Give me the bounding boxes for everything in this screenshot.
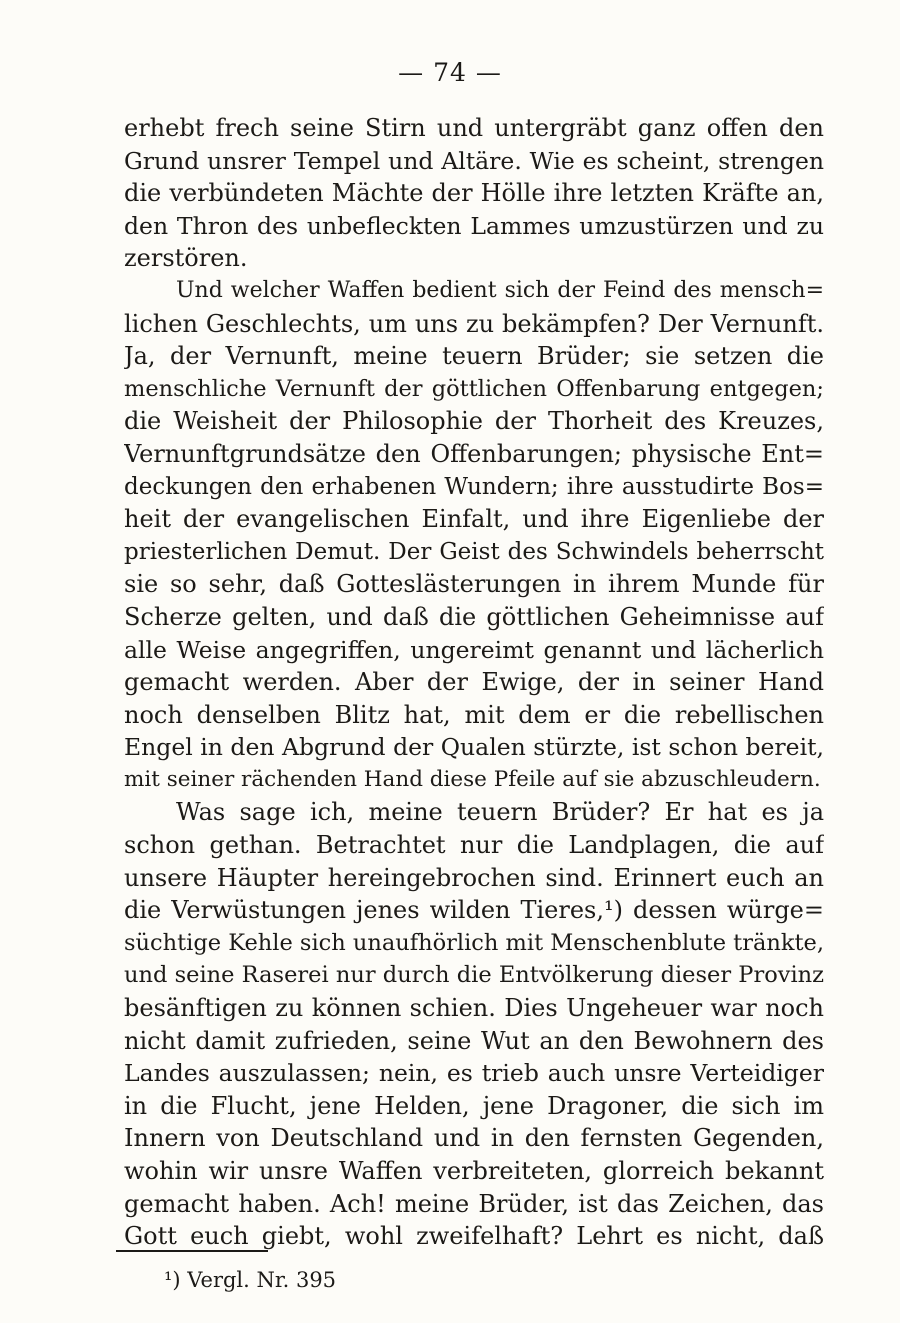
text-line: und seine Raserei nur durch die Entvölkerung dieser Provinz — [124, 962, 824, 989]
text-line: Was sage ich, meine teuern Brüder? Er hat es ja — [176, 798, 824, 827]
text-line: Scherze gelten, und daß die göttlichen Geheimnisse auf — [124, 602, 824, 631]
text-line: Grund unsrer Tempel und Altäre. Wie es scheint, strengen — [124, 146, 824, 175]
text-line: Innern von Deutschland und in den fernsten Gegenden, — [124, 1124, 824, 1153]
footnote: ¹) Vergl. Nr. 395 — [164, 1268, 337, 1292]
text-line: gemacht werden. Aber der Ewige, der in seiner Hand — [124, 668, 824, 697]
text-line: besänftigen zu können schien. Dies Ungeheuer war noch — [124, 994, 824, 1023]
text-line: Ja, der Vernunft, meine teuern Brüder; sie setzen die — [124, 342, 824, 371]
text-line: die Weisheit der Philosophie der Thorheit des Kreuzes, — [124, 407, 824, 436]
text-line: nicht damit zufrieden, seine Wut an den Bewohnern des — [124, 1026, 824, 1055]
text-line: Landes auszulassen; nein, es trieb auch unsre Verteidiger — [124, 1059, 824, 1088]
text-line: Und welcher Waffen bedient sich der Feind des mensch= — [176, 277, 824, 303]
text-line: noch denselben Blitz hat, mit dem er die rebellischen — [124, 700, 824, 729]
text-line: zerstören. — [124, 244, 248, 273]
text-line: unsere Häupter hereingebrochen sind. Erinnert euch an — [124, 863, 824, 892]
text-line: deckungen den erhabenen Wundern; ihre ausstudirte Bos= — [124, 473, 824, 500]
text-line: mit seiner rächenden Hand diese Pfeile auf sie abzuschleudern. — [124, 766, 821, 792]
text-line: erhebt frech seine Stirn und untergräbt ganz offen den — [124, 114, 824, 142]
text-line: Gott euch giebt, wohl zweifelhaft? Lehrt es nicht, daß — [124, 1222, 824, 1251]
text-line: die Verwüstungen jenes wilden Tieres,¹) dessen würge= — [124, 896, 824, 925]
text-line: den Thron des unbefleckten Lammes umzustürzen und zu — [124, 211, 824, 240]
footnote-divider — [116, 1250, 268, 1252]
text-line: schon gethan. Betrachtet nur die Landplagen, die auf — [124, 831, 824, 860]
text-line: wohin wir unsre Waffen verbreiteten, glorreich bekannt — [124, 1157, 824, 1185]
text-line: die verbündeten Mächte der Hölle ihre letzten Kräfte an, — [124, 179, 824, 208]
text-line: sie so sehr, daß Gotteslästerungen in ihrem Munde für — [124, 570, 824, 599]
text-line: lichen Geschlechts, um uns zu bekämpfen? Der Vernunft. — [124, 309, 824, 338]
text-line: priesterlichen Demut. Der Geist des Schwindels beherrscht — [124, 538, 824, 565]
page-number: — 74 — — [398, 58, 502, 87]
text-line: alle Weise angegriffen, ungereimt genannt und lächerlich — [124, 635, 824, 664]
text-line: menschliche Vernunft der göttlichen Offenbarung entgegen; — [124, 375, 824, 402]
text-line: gemacht haben. Ach! meine Brüder, ist das Zeichen, das — [124, 1189, 824, 1218]
text-line: süchtige Kehle sich unaufhörlich mit Menschenblute tränkte, — [124, 929, 824, 956]
text-line: in die Flucht, jene Helden, jene Dragoner, die sich im — [124, 1091, 824, 1120]
text-line: Engel in den Abgrund der Qualen stürzte, ist schon bereit, — [124, 733, 824, 762]
text-line: heit der evangelischen Einfalt, und ihre Eigenliebe der — [124, 505, 824, 534]
body-text — [124, 112, 824, 1253]
text-line: Vernunftgrundsätze den Offenbarungen; physische Ent= — [124, 439, 824, 468]
